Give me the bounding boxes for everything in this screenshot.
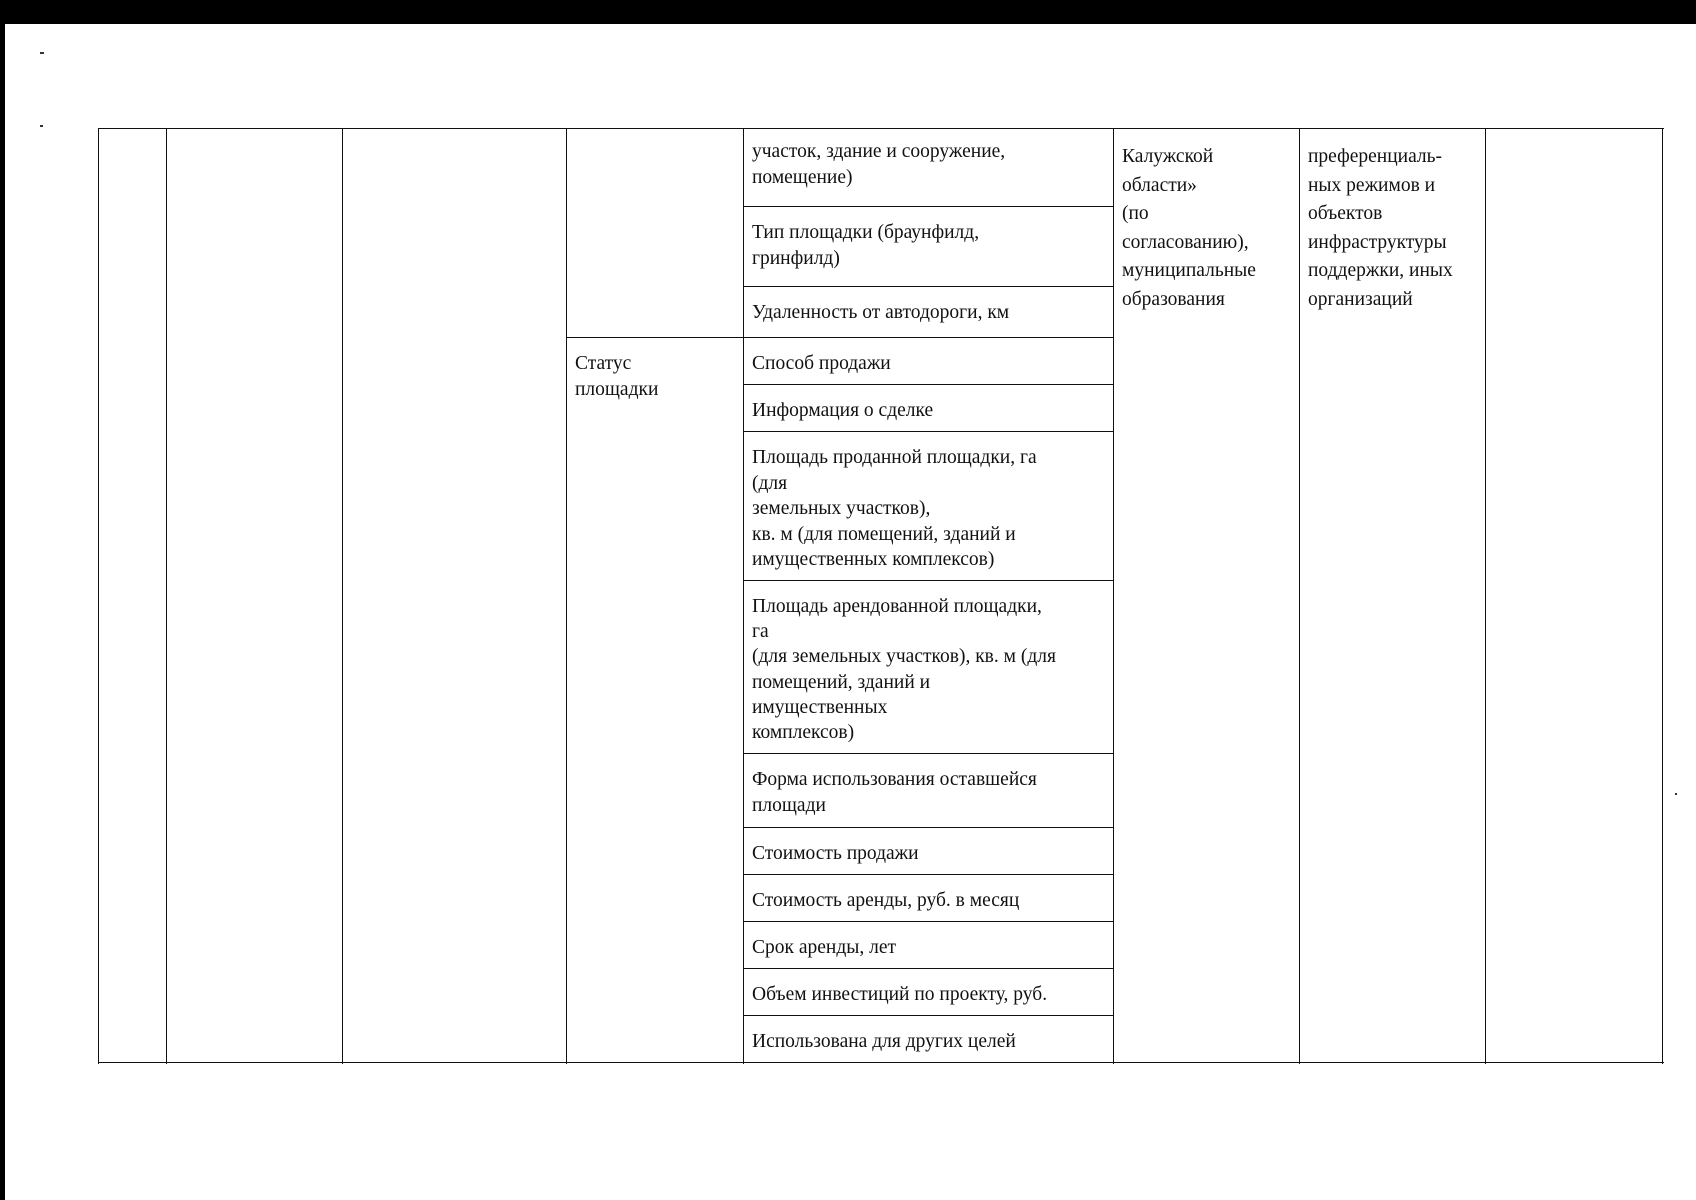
column-divider xyxy=(342,128,343,1064)
scan-speck xyxy=(1675,793,1677,795)
document-table xyxy=(98,128,1664,1064)
table-cell-site-type: Тип площадки (браунфилд, гринфилд) xyxy=(752,222,980,269)
column-divider xyxy=(566,128,567,1064)
column-divider xyxy=(1485,128,1486,1064)
table-cell-preferential-regimes: преференциаль- ных режимов и объектов инфраструктуры поддержки, иных организаций xyxy=(1308,146,1453,310)
table-cell-investment-volume: Объем инвестиций по проекту, руб. xyxy=(752,984,1048,1005)
table-border-top xyxy=(98,128,1664,129)
row-divider xyxy=(743,206,1113,207)
row-divider xyxy=(743,431,1113,432)
table-cell-sale-price: Стоимость продажи xyxy=(752,843,919,864)
table-cell-rent-price: Стоимость аренды, руб. в месяц xyxy=(752,890,1020,911)
table-cell-lease-term: Срок аренды, лет xyxy=(752,937,897,958)
scan-speck xyxy=(40,52,44,54)
table-border-left xyxy=(98,128,99,1064)
scan-left-border xyxy=(0,0,5,1200)
table-cell-leased-area: Площадь арендованной площадки, га (для земельных участков), кв. м (для помещений, зданий и имущественных комплексов) xyxy=(752,596,1056,744)
table-cell-sale-method: Способ продажи xyxy=(752,353,891,374)
table-cell-site-status: Статус площадки xyxy=(575,353,659,400)
row-divider xyxy=(743,286,1113,287)
scan-speck xyxy=(40,125,43,127)
table-cell-deal-info: Информация о сделке xyxy=(752,400,934,421)
row-divider xyxy=(743,968,1113,969)
table-border-bottom xyxy=(98,1062,1664,1063)
row-divider xyxy=(743,1015,1113,1016)
scan-top-border xyxy=(0,0,1696,24)
row-divider xyxy=(743,384,1113,385)
table-cell-other-use: Использована для других целей xyxy=(752,1031,1016,1052)
table-cell-responsible-parties: Калужской области» (по согласованию), муниципальные образования xyxy=(1122,146,1256,310)
row-divider xyxy=(743,874,1113,875)
table-cell-sold-area: Площадь проданной площадки, га (для земельных участков), кв. м (для помещений, зданий и имущественных комплексов) xyxy=(752,447,1037,571)
row-divider xyxy=(743,753,1113,754)
row-divider xyxy=(566,337,1113,338)
table-border-right xyxy=(1662,128,1663,1064)
row-divider xyxy=(743,921,1113,922)
table-cell-site-object-type: участок, здание и сооружение, помещение) xyxy=(752,141,1006,188)
table-cell-road-distance: Удаленность от автодороги, км xyxy=(752,302,1010,323)
row-divider xyxy=(743,827,1113,828)
table-cell-remaining-area-use: Форма использования оставшейся площади xyxy=(752,769,1037,816)
column-divider xyxy=(166,128,167,1064)
row-divider xyxy=(743,580,1113,581)
